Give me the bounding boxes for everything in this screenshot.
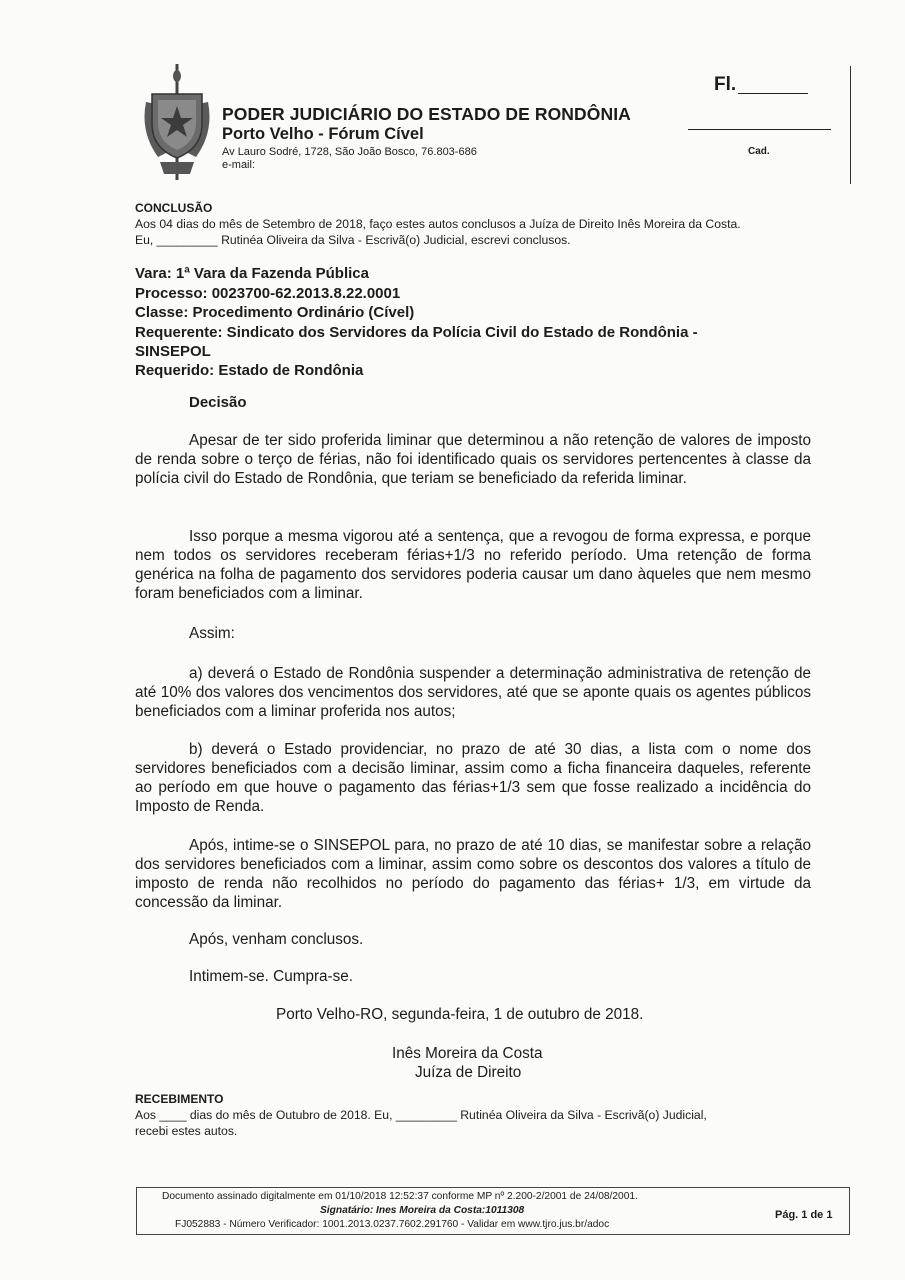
- requerente-line-1: Requerente: Sindicato dos Servidores da Polícia Civil do Estado de Rondônia -: [135, 324, 698, 341]
- paragraph-4: [135, 664, 811, 721]
- paragraph-6: [135, 836, 811, 912]
- court-title: PODER JUDICIÁRIO DO ESTADO DE RONDÔNIA: [222, 104, 631, 124]
- paragraph-2: [135, 527, 811, 603]
- date-place: Porto Velho-RO, segunda-feira, 1 de outubro de 2018.: [276, 1006, 644, 1023]
- paragraph-5: [135, 740, 811, 816]
- paragraph-2-text: Isso porque a mesma vigorou até a sentença, que a revogou de forma expressa, e porque nem todos os servidores receberam férias+1/3 no referido período. Uma retenção de forma genérica na folha de pagamento dos servidores poderia causar um dano àqueles que nem mesmo foram beneficiados com a liminar.: [135, 528, 811, 602]
- folha-label: Fl.: [714, 74, 737, 95]
- verification-line: FJ052883 - Número Verificador: 1001.2013.0237.7602.291760 - Validar em www.tjro.jus.br/adoc: [175, 1219, 610, 1230]
- folha-blank-line: [738, 93, 808, 94]
- classe-line: Classe: Procedimento Ordinário (Cível): [135, 304, 415, 321]
- court-subtitle: Porto Velho - Fórum Cível: [222, 125, 424, 143]
- recebimento-line-2: recebi estes autos.: [135, 1124, 238, 1138]
- decisao-heading: Decisão: [189, 394, 247, 411]
- recebimento-line-1: Aos ____ dias do mês de Outubro de 2018. Eu, _________ Rutinéa Oliveira da Silva - Escrivã(o) Judicial,: [135, 1108, 707, 1122]
- signatory-line: Signatário: Ines Moreira da Costa:1011308: [320, 1205, 525, 1216]
- paragraph-1-text: Apesar de ter sido proferida liminar que determinou a não retenção de valores de imposto de renda sobre o terço de férias, não foi identificado quais os servidores pertencentes à classe da polícia civil do Estado de Rondônia, que teriam se beneficiado da referida liminar.: [135, 432, 811, 487]
- paragraph-8: Intimem-se. Cumpra-se.: [189, 968, 354, 985]
- vara-line: Vara: 1ª Vara da Fazenda Pública: [135, 265, 369, 282]
- paragraph-6-text: Após, intime-se o SINSEPOL para, no prazo de até 10 dias, se manifestar sobre a relação dos servidores beneficiados com a liminar, assim como sobre os descontos dos valores a título de imposto de renda não recolhidos no período do pagamento das férias+ 1/3, em virtude da concessão da liminar.: [135, 837, 811, 911]
- requerido-line: Requerido: Estado de Rondônia: [135, 362, 364, 379]
- conclusao-line-1: Aos 04 dias do mês de Setembro de 2018, faço estes autos conclusos a Juíza de Direito Inês Moreira da Costa.: [135, 217, 741, 231]
- requerente-line-2: SINSEPOL: [135, 343, 211, 360]
- paragraph-7: Após, venham conclusos.: [189, 931, 364, 948]
- conclusao-heading: CONCLUSÃO: [135, 201, 213, 215]
- cad-label: Cad.: [748, 146, 770, 157]
- signer-name: Inês Moreira da Costa: [392, 1045, 543, 1062]
- paragraph-3: Assim:: [189, 625, 235, 642]
- page-number: Pág. 1 de 1: [775, 1209, 833, 1221]
- margin-rule: [850, 66, 851, 184]
- recebimento-heading: RECEBIMENTO: [135, 1092, 224, 1106]
- court-address: Av Lauro Sodré, 1728, São João Bosco, 76.803-686: [222, 146, 477, 158]
- court-email: e-mail:: [222, 159, 256, 171]
- paragraph-5-text: b) deverá o Estado providenciar, no prazo de até 30 dias, a lista com o nome dos servidores beneficiados com a decisão liminar, assim como a ficha financeira daqueles, referente ao período em que houve o pagamento das férias+1/3 sem que fosse realizado a incidência do Imposto de Renda.: [135, 741, 811, 815]
- coat-of-arms-seal: [138, 62, 216, 184]
- cad-blank-line: [688, 129, 831, 130]
- paragraph-1: [135, 431, 811, 488]
- signature-info-line: Documento assinado digitalmente em 01/10/2018 12:52:37 conforme MP nº 2.200-2/2001 de 24/08/2001.: [162, 1191, 638, 1202]
- processo-number: Processo: 0023700-62.2013.8.22.0001: [135, 285, 401, 302]
- signer-role: Juíza de Direito: [415, 1064, 522, 1081]
- paragraph-4-text: a) deverá o Estado de Rondônia suspender a determinação administrativa de retenção de até 10% dos valores dos vencimentos dos servidores, até que se aponte quais os agentes públicos beneficiados com a liminar proferida nos autos;: [135, 665, 811, 720]
- conclusao-line-2: Eu, _________ Rutinéa Oliveira da Silva - Escrivã(o) Judicial, escrevi conclusos.: [135, 233, 571, 247]
